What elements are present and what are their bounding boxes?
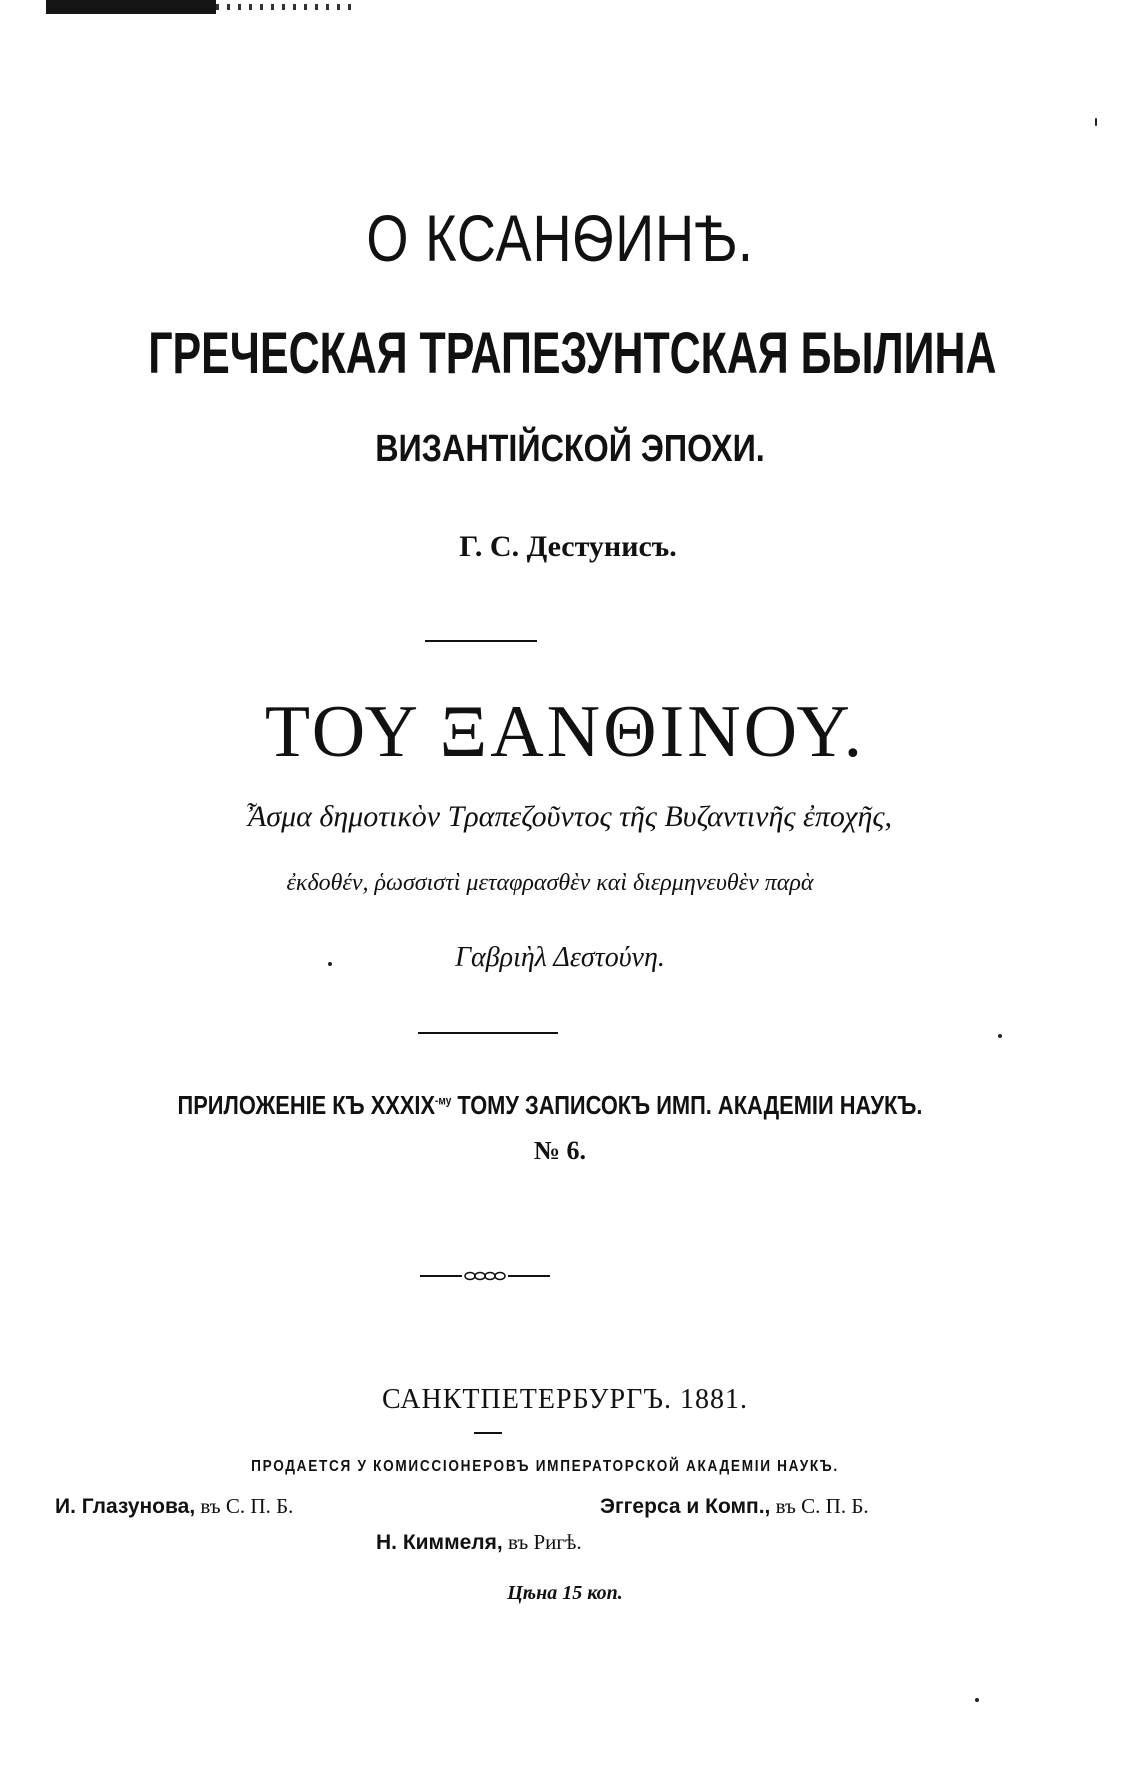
appendix-text-post: ТОМУ ЗАПИСОКЪ ИМП. АКАДЕМІИ НАУКЪ. [451, 1090, 923, 1120]
seller-name: Эггерса и Комп., [600, 1495, 771, 1518]
seller-kimmel [376, 1530, 582, 1555]
greek-title: ΤΟΥ ΞΑΝΘΙΝΟΥ. [264, 691, 866, 773]
divider-rule [418, 1032, 558, 1034]
appendix-note [71, 1090, 1029, 1121]
scan-speck [328, 962, 332, 966]
greek-subtitle-line-2: ἐκδοθέν, ῥωσσιστὶ μεταφρασθὲν καὶ διερμηνευθὲν παρὰ [286, 870, 814, 896]
short-rule [474, 1432, 502, 1434]
greek-author-name: Γαβριὴλ Δεστούνη. [455, 942, 665, 973]
seller-glazunov [55, 1494, 293, 1519]
sold-by-note: ПРОДАЕТСЯ У КОМИССІОНЕРОВЪ ИМПЕРАТОРСКОЙ АКАДЕМІИ НАУКЪ. [251, 1458, 839, 1475]
scan-edge-mark [46, 0, 216, 14]
main-title: О КСАНѲИНѢ. [366, 201, 754, 275]
title-epoch: ВИЗАНТІЙСКОЙ ЭПОХИ. [375, 428, 765, 470]
seller-name: Н. Киммеля, [376, 1531, 503, 1554]
seller-eggers [600, 1494, 869, 1519]
place-and-year: САНКТПЕТЕРБУРГЪ. 1881. [381, 1384, 749, 1415]
seller-place: въ С. П. Б. [195, 1494, 294, 1518]
appendix-text-pre: ПРИЛОЖЕНІЕ КЪ XXXIX [177, 1090, 436, 1120]
greek-subtitle-line-1: Ἆσμα δημοτικὸν Τραπεζοῦντος τῆς Βυζαντινῆς ἐποχῆς, [247, 800, 893, 833]
scan-speck [975, 1698, 979, 1702]
divider-rule [425, 640, 537, 642]
appendix-superscript: -му [435, 1093, 452, 1108]
seller-place: въ Ригѣ. [502, 1530, 582, 1554]
seller-name: И. Глазунова, [55, 1495, 196, 1518]
ornamental-divider [420, 1270, 550, 1282]
scan-edge-dots [216, 4, 356, 10]
scan-speck [998, 1034, 1002, 1038]
appendix-number: № 6. [533, 1136, 587, 1165]
author-name: Г. С. Дестунисъ. [459, 530, 677, 563]
price: Цѣна 15 коп. [507, 1582, 623, 1604]
title-subtitle: ГРЕЧЕСКАЯ ТРАПЕЗУНТСКАЯ БЫЛИНА [148, 321, 997, 386]
scan-speck [1095, 118, 1097, 126]
seller-place: въ С. П. Б. [770, 1494, 869, 1518]
